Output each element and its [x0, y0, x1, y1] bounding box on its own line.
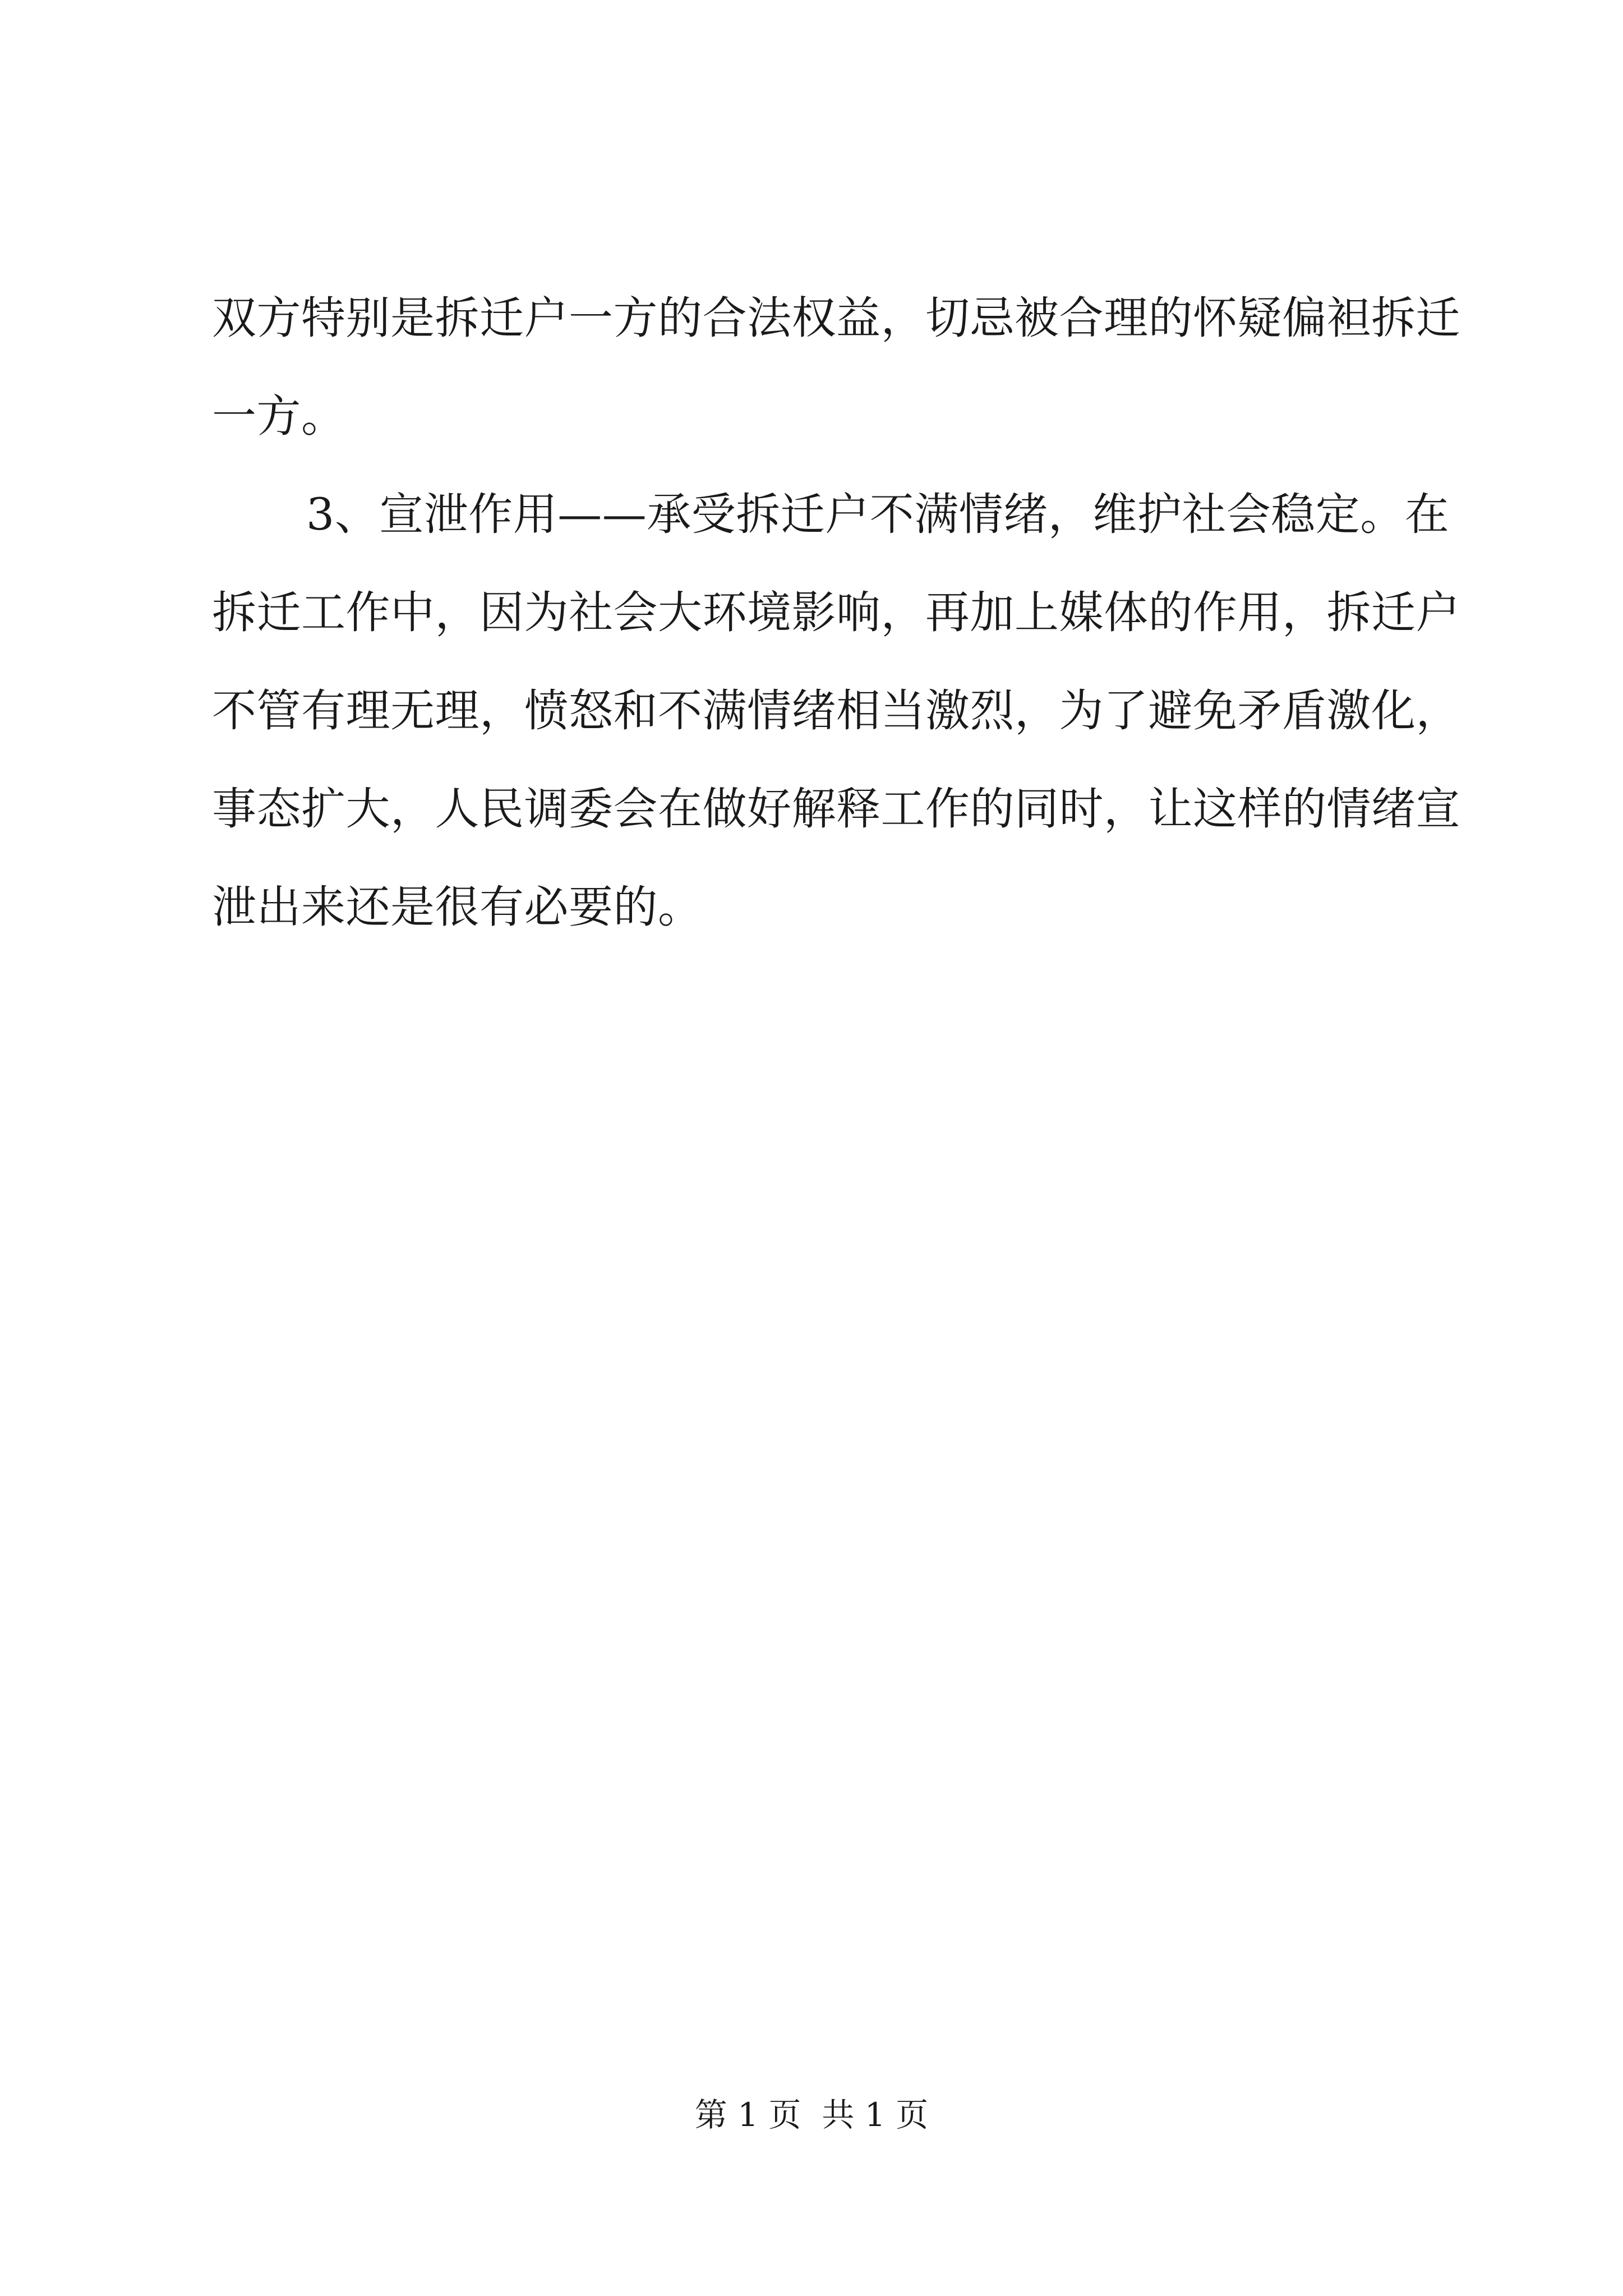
document-body [212, 269, 1460, 956]
text-line: 双方特别是拆迁户一方的合法权益，切忌被合理的怀疑偏袒拆迁 [212, 292, 1460, 344]
text-line: 事态扩大，人民调委会在做好解释工作的同时，让这样的情绪宣 [212, 783, 1460, 835]
text-line: 拆迁工作中，因为社会大环境影响，再加上媒体的作用，拆迁户 [212, 587, 1460, 638]
text-line: 一方。 [212, 390, 346, 442]
text-line: 3、宣泄作用——承受拆迁户不满情绪，维护社会稳定。在 [306, 489, 1450, 540]
text-line: 泄出来还是很有必要的。 [212, 881, 703, 933]
page-footer: 第 1 页 共 1 页 [694, 2096, 929, 2134]
paragraph-2 [212, 466, 1460, 956]
text-line: 不管有理无理，愤怒和不满情绪相当激烈，为了避免矛盾激化， [212, 685, 1460, 737]
paragraph-1 [212, 269, 1460, 466]
